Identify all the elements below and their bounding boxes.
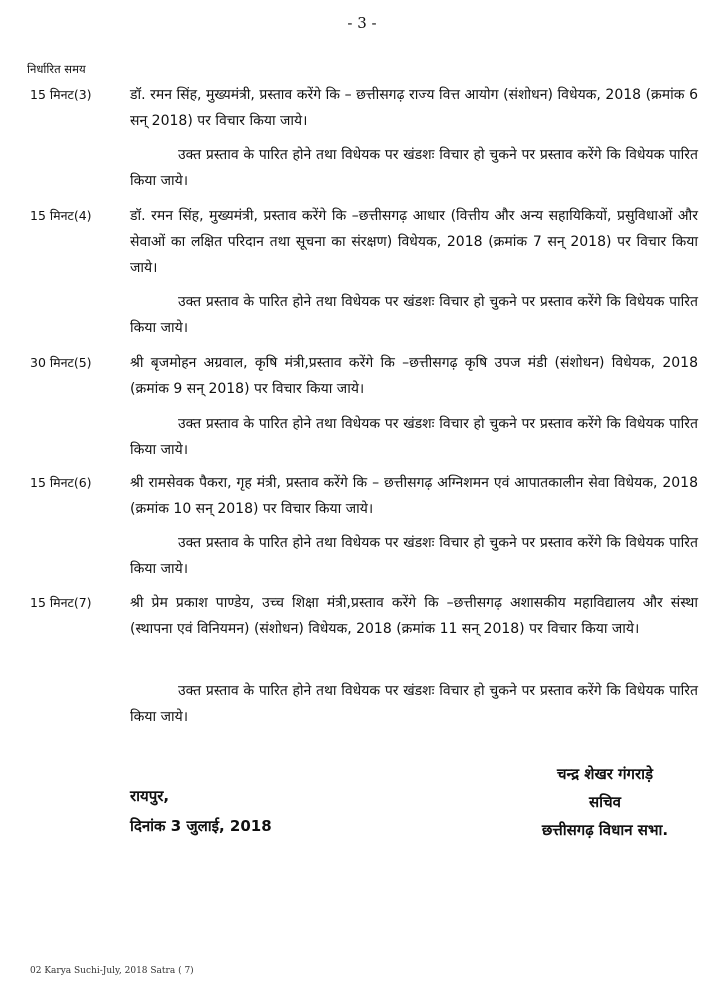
item-time: 30 मिनट(5) [30, 355, 92, 370]
item-followup-text: उक्त प्रस्ताव के पारित होने तथा विधेयक पर खंडशः विचार हो चुकने पर प्रस्ताव करेंगे कि विधेयक पारित किया जाये। [130, 416, 698, 458]
item-motion-text: श्री रामसेवक पैकरा, गृह मंत्री, प्रस्ताव करेंगे कि – छत्तीसगढ़ अग्निशमन एवं आपातकालीन सेवा विधेयक, 2018 (क्रमांक 10 सन् 2018) पर विचार किया जाये। [130, 475, 698, 517]
signatory-designation: सचिव [589, 793, 621, 811]
signature-block [500, 760, 710, 844]
time-heading: निर्धारित समय [27, 62, 86, 76]
page-number: - 3 - [347, 14, 377, 32]
item-time: 15 मिनट(4) [30, 208, 92, 223]
item-time: 15 मिनट(7) [30, 595, 92, 610]
item-motion-text: श्री प्रेम प्रकाश पाण्डेय, उच्च शिक्षा मंत्री,प्रस्ताव करेंगे कि –छत्तीसगढ़ अशासकीय महाविद्यालय और संस्था (स्थापना एवं विनियमन) (संशोधन) विधेयक, 2018 (क्रमांक 11 सन् 2018) पर विचार किया जाये। [130, 595, 698, 637]
signatory-name: चन्द्र शेखर गंगराड़े [556, 765, 654, 783]
item-motion-text: डॉ. रमन सिंह, मुख्यमंत्री, प्रस्ताव करेंगे कि –छत्तीसगढ़ आधार (वित्तीय और अन्य सहायिकियों, प्रसुविधाओं और सेवाओं का लक्षित परिदान तथा सूचना का संरक्षण) विधेयक, 2018 (क्रमांक 7 सन् 2018) पर विचार किया जाये। [130, 208, 698, 276]
item-followup-text: उक्त प्रस्ताव के पारित होने तथा विधेयक पर खंडशः विचार हो चुकने पर प्रस्ताव करेंगे कि विधेयक पारित किया जाये। [130, 683, 698, 725]
item-time: 15 मिनट(6) [30, 475, 92, 490]
footer-reference: 02 Karya Suchi-July, 2018 Satra ( 7) [30, 966, 194, 976]
date-line: दिनांक 3 जुलाई, 2018 [130, 817, 272, 835]
item-time: 15 मिनट(3) [30, 87, 92, 102]
item-followup-text: उक्त प्रस्ताव के पारित होने तथा विधेयक पर खंडशः विचार हो चुकने पर प्रस्ताव करेंगे कि विधेयक पारित किया जाये। [130, 294, 698, 336]
item-followup-text: उक्त प्रस्ताव के पारित होने तथा विधेयक पर खंडशः विचार हो चुकने पर प्रस्ताव करेंगे कि विधेयक पारित किया जाये। [130, 147, 698, 189]
item-motion-text: डॉ. रमन सिंह, मुख्यमंत्री, प्रस्ताव करेंगे कि – छत्तीसगढ़ राज्य वित्त आयोग (संशोधन) विधेयक, 2018 (क्रमांक 6 सन् 2018) पर विचार किया जाये। [130, 87, 698, 129]
item-followup-text: उक्त प्रस्ताव के पारित होने तथा विधेयक पर खंडशः विचार हो चुकने पर प्रस्ताव करेंगे कि विधेयक पारित किया जाये। [130, 535, 698, 577]
item-motion-text: श्री बृजमोहन अग्रवाल, कृषि मंत्री,प्रस्ताव करेंगे कि –छत्तीसगढ़ कृषि उपज मंडी (संशोधन) विधेयक, 2018 (क्रमांक 9 सन् 2018) पर विचार किया जाये। [130, 355, 698, 397]
signatory-office: छत्तीसगढ़ विधान सभा. [541, 821, 669, 839]
place: रायपुर, [130, 787, 170, 805]
